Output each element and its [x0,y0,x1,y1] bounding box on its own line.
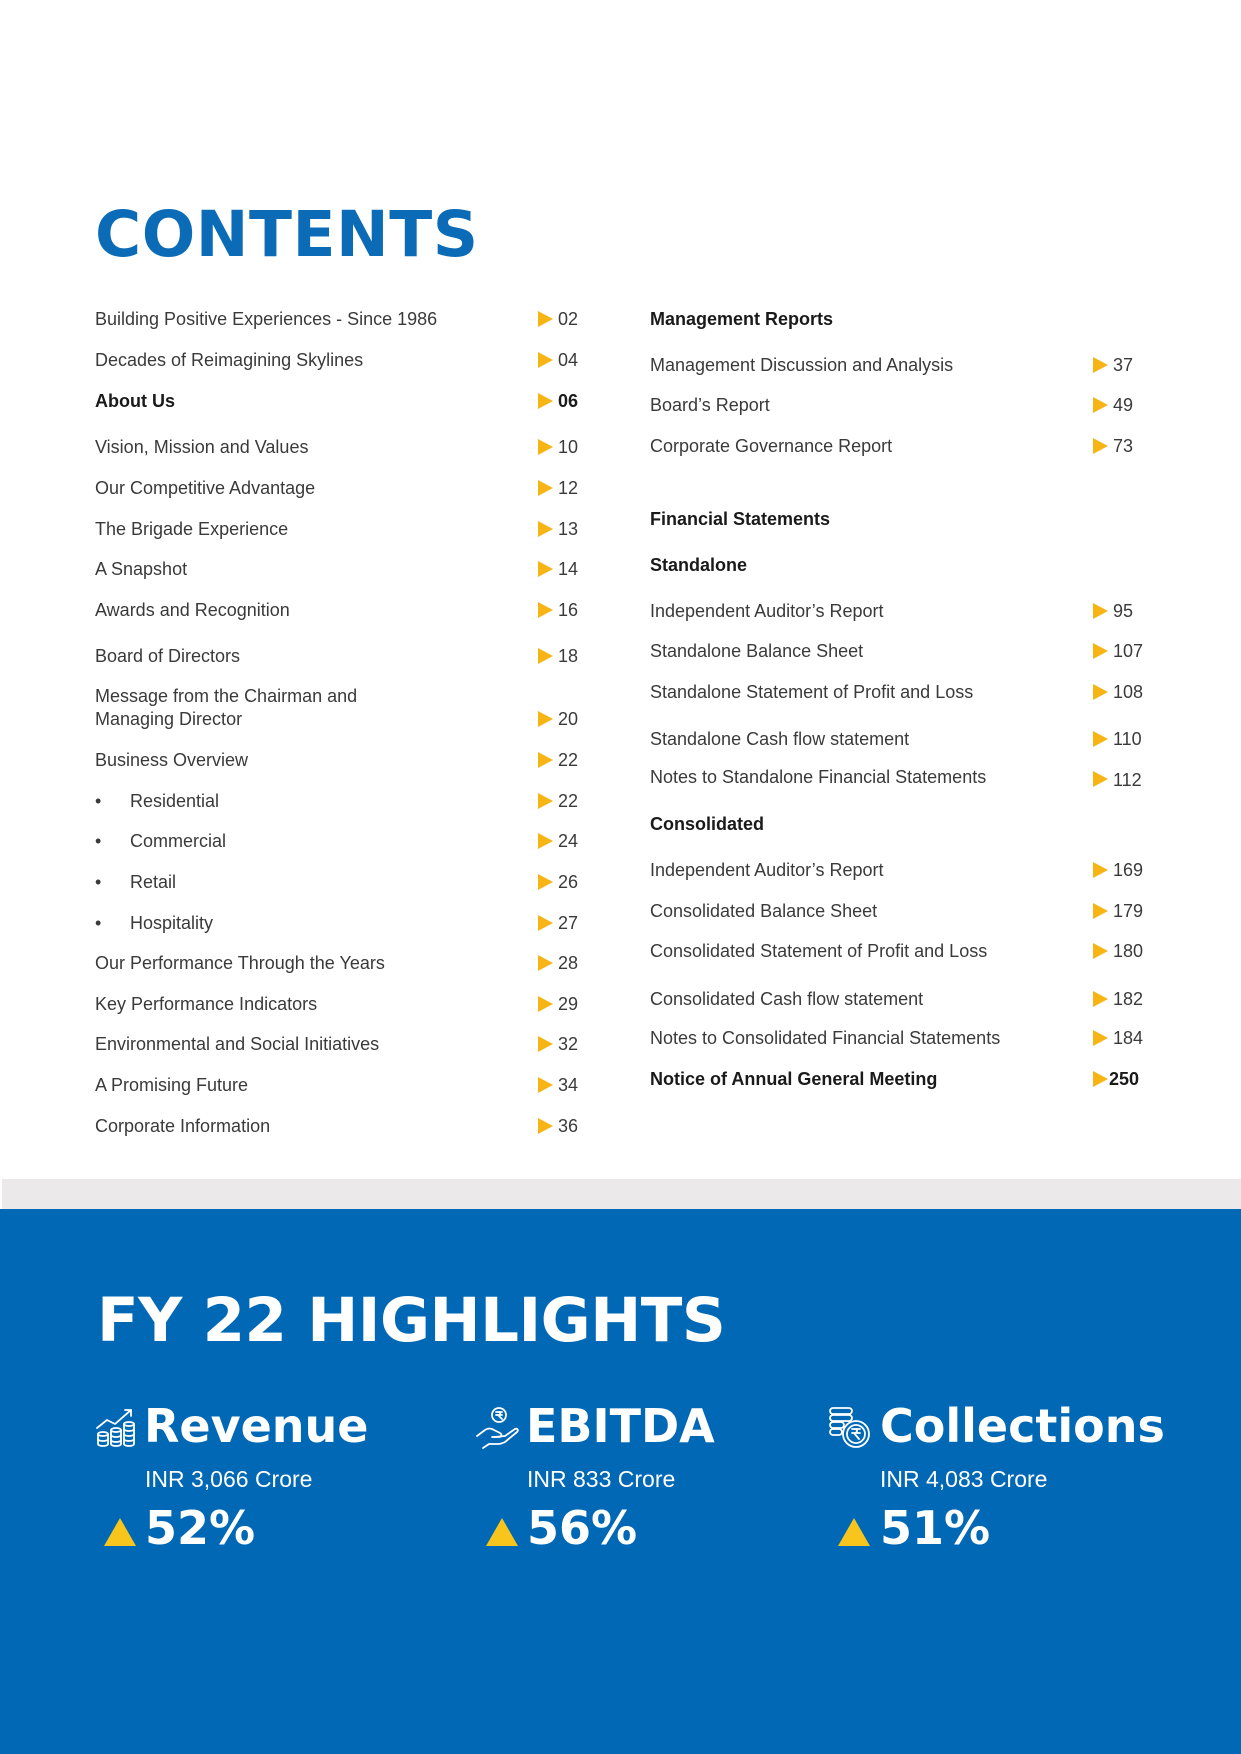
toc-subentry[interactable] [95,871,585,897]
toc-entry-label: A Promising Future [95,1075,249,1095]
toc-entry-page: 169 [1113,860,1144,880]
toc-entry-label: About Us [95,391,175,411]
highlight-growth: 56% [527,1501,638,1555]
toc-entry-label: Independent Auditor’s Report [650,860,884,880]
toc-entry-label: Environmental and Social Initiatives [95,1034,380,1054]
toc-entry-page: 02 [558,309,579,329]
toc-entry[interactable] [95,645,585,671]
toc-entry[interactable] [95,993,585,1019]
toc-entry-label: Residential [130,791,220,811]
toc-entry[interactable] [650,354,1150,380]
toc-entry-page: 180 [1113,941,1144,961]
toc-entry-page: 37 [1113,355,1134,375]
divider-band [2,1179,1241,1209]
toc-entry-page: 22 [558,791,579,811]
hand-rupee-coin-icon [475,1406,519,1450]
rupee-coin-stack-icon [828,1406,872,1450]
toc-entry-label: Management Discussion and Analysis [650,355,954,375]
highlight-name: EBITDA [526,1399,715,1453]
toc-entry-page: 179 [1113,901,1144,921]
play-arrow-icon [538,480,553,496]
toc-entry-page: 27 [558,913,579,933]
toc-entry[interactable] [650,859,1150,885]
toc-entry-page: 16 [558,600,579,620]
play-arrow-icon [1093,991,1108,1007]
toc-entry-page: 95 [1113,601,1134,621]
play-arrow-icon [1093,643,1108,659]
toc-entry-page: 12 [558,478,579,498]
toc-entry[interactable] [95,436,585,462]
toc-section-label: Consolidated [650,814,765,834]
play-arrow-icon [538,393,553,409]
play-arrow-icon [1093,397,1108,413]
toc-section-heading [650,813,1150,839]
bullet-point: • [95,831,102,851]
play-arrow-icon [538,996,553,1012]
toc-entry[interactable] [650,394,1150,420]
toc-entry-label: Standalone Statement of Profit and Loss [650,682,974,702]
toc-entry[interactable] [650,1027,1150,1053]
toc-entry-page: 112 [1113,770,1142,790]
toc-entry-page: 32 [558,1034,579,1054]
toc-subentry[interactable] [95,830,585,856]
toc-entry-page: 184 [1113,1028,1144,1048]
play-arrow-icon [1093,731,1108,747]
toc-entry[interactable] [95,558,585,584]
toc-entry[interactable] [650,435,1150,461]
toc-entry-page: 28 [558,953,579,973]
toc-entry-label: Awards and Recognition [95,600,290,620]
toc-entry-page: 26 [558,872,579,892]
play-arrow-icon [538,955,553,971]
toc-entry-label: Corporate Information [95,1116,271,1136]
toc-entry-label: Consolidated Cash flow statement [650,989,924,1009]
toc-entry-label: Standalone Balance Sheet [650,641,864,661]
up-triangle-icon [838,1518,870,1546]
highlight-growth: 51% [880,1501,991,1555]
toc-entry-label: Board’s Report [650,395,770,415]
toc-entry-page: 24 [558,831,579,851]
toc-entry-page: 20 [558,709,579,729]
play-arrow-icon [538,1036,553,1052]
toc-entry[interactable] [95,599,585,625]
highlight-amount: INR 3,066 Crore [145,1466,313,1492]
toc-entry-label: Commercial [130,831,227,851]
toc-entry[interactable] [95,749,585,775]
toc-entry-page: 107 [1113,641,1144,661]
toc-entry-label: The Brigade Experience [95,519,289,539]
toc-entry-page: 18 [558,646,579,666]
toc-entry-label: Retail [130,872,177,892]
toc-entry-label: Standalone Cash flow statement [650,729,910,749]
toc-entry-page: 49 [1113,395,1134,415]
toc-entry-label: Independent Auditor’s Report [650,601,884,621]
toc-entry-page: 73 [1113,436,1134,456]
toc-entry-page: 10 [558,437,579,457]
play-arrow-icon [1093,603,1108,619]
toc-section-heading [650,508,1150,534]
play-arrow-icon [538,833,553,849]
highlight-name: Collections [880,1399,1165,1453]
toc-entry[interactable] [95,1074,585,1100]
play-arrow-icon [1093,1071,1108,1087]
toc-entry-label: Building Positive Experiences - Since 1986 [95,309,438,329]
toc-entry-label: Hospitality [130,913,214,933]
toc-entry[interactable] [650,640,1150,666]
play-arrow-icon [538,439,553,455]
toc-entry-label: Board of Directors [95,646,241,666]
toc-entry-page: 14 [558,559,579,579]
toc-entry-label: Decades of Reimagining Skylines [95,350,364,370]
toc-entry-page: 108 [1113,682,1144,702]
toc-entry[interactable] [95,685,585,733]
up-triangle-icon [104,1518,136,1546]
toc-entry-label: Key Performance Indicators [95,994,318,1014]
contents-title: CONTENTS [95,198,479,271]
toc-entry-label: Vision, Mission and Values [95,437,309,457]
toc-entry[interactable] [650,988,1150,1014]
toc-entry-label: Notes to Standalone Financial Statements [650,767,987,787]
toc-entry-section[interactable] [95,390,585,416]
toc-entry-page: 13 [558,519,579,539]
toc-entry-page: 36 [558,1116,579,1136]
up-triangle-icon [486,1518,518,1546]
toc-entry-label: Corporate Governance Report [650,436,893,456]
toc-entry-label: A Snapshot [95,559,188,579]
toc-entry-page: 250 [1109,1069,1140,1089]
toc-entry-section[interactable] [650,1068,1150,1094]
toc-entry-label: Our Competitive Advantage [95,478,316,498]
highlight-amount: INR 4,083 Crore [880,1466,1048,1492]
play-arrow-icon [538,1077,553,1093]
toc-entry[interactable] [95,308,585,334]
play-arrow-icon [538,311,553,327]
toc-entry-page: 110 [1113,729,1142,749]
bullet-point: • [95,791,102,811]
toc-entry-page: 34 [558,1075,579,1095]
highlights-title: FY 22 HIGHLIGHTS [97,1285,726,1356]
play-arrow-icon [538,711,553,727]
play-arrow-icon [538,752,553,768]
highlight-amount: INR 833 Crore [527,1466,676,1492]
toc-section-heading [650,554,1150,580]
toc-entry-page: 29 [558,994,579,1014]
toc-entry-page: 04 [558,350,579,370]
toc-entry[interactable] [95,1033,585,1059]
play-arrow-icon [1093,903,1108,919]
highlight-growth: 52% [145,1501,256,1555]
toc-section-label: Management Reports [650,309,834,329]
toc-entry[interactable] [650,940,1150,966]
toc-entry[interactable] [95,349,585,375]
toc-entry[interactable] [650,600,1150,626]
toc-entry-label: Message from the Chairman and Managing Director [95,686,358,729]
play-arrow-icon [538,521,553,537]
toc-entry[interactable] [95,1115,585,1141]
play-arrow-icon [538,793,553,809]
revenue-chart-coins-icon [95,1406,139,1450]
toc-entry-label: Consolidated Statement of Profit and Loss [650,941,988,961]
toc-entry[interactable] [650,900,1150,926]
toc-entry-page: 182 [1113,989,1144,1009]
play-arrow-icon [538,352,553,368]
toc-section-label: Financial Statements [650,509,831,529]
play-arrow-icon [1093,1030,1108,1046]
toc-entry-page: 22 [558,750,579,770]
toc-section-label: Standalone [650,555,748,575]
play-arrow-icon [538,602,553,618]
toc-subentry[interactable] [95,912,585,938]
play-arrow-icon [538,648,553,664]
play-arrow-icon [538,561,553,577]
toc-entry-label: Business Overview [95,750,249,770]
bullet-point: • [95,913,102,933]
play-arrow-icon [1093,684,1108,700]
bullet-point: • [95,872,102,892]
toc-entry[interactable] [95,477,585,503]
toc-entry-page: 06 [558,391,579,411]
toc-entry-label: Our Performance Through the Years [95,953,385,973]
toc-subentry[interactable] [95,790,585,816]
play-arrow-icon [1093,357,1108,373]
toc-entry-label: Notes to Consolidated Financial Statements [650,1028,1001,1048]
toc-entry[interactable] [650,728,1150,754]
toc-entry[interactable] [650,681,1150,707]
toc-section-heading [650,308,1150,334]
play-arrow-icon [1093,771,1108,787]
toc-entry-label: Consolidated Balance Sheet [650,901,878,921]
toc-entry[interactable] [650,766,1150,792]
toc-entry[interactable] [95,518,585,544]
highlight-name: Revenue [144,1399,369,1453]
play-arrow-icon [1093,438,1108,454]
play-arrow-icon [1093,862,1108,878]
toc-entry[interactable] [95,952,585,978]
play-arrow-icon [1093,943,1108,959]
play-arrow-icon [538,874,553,890]
play-arrow-icon [538,915,553,931]
toc-entry-label: Notice of Annual General Meeting [650,1069,938,1089]
play-arrow-icon [538,1118,553,1134]
